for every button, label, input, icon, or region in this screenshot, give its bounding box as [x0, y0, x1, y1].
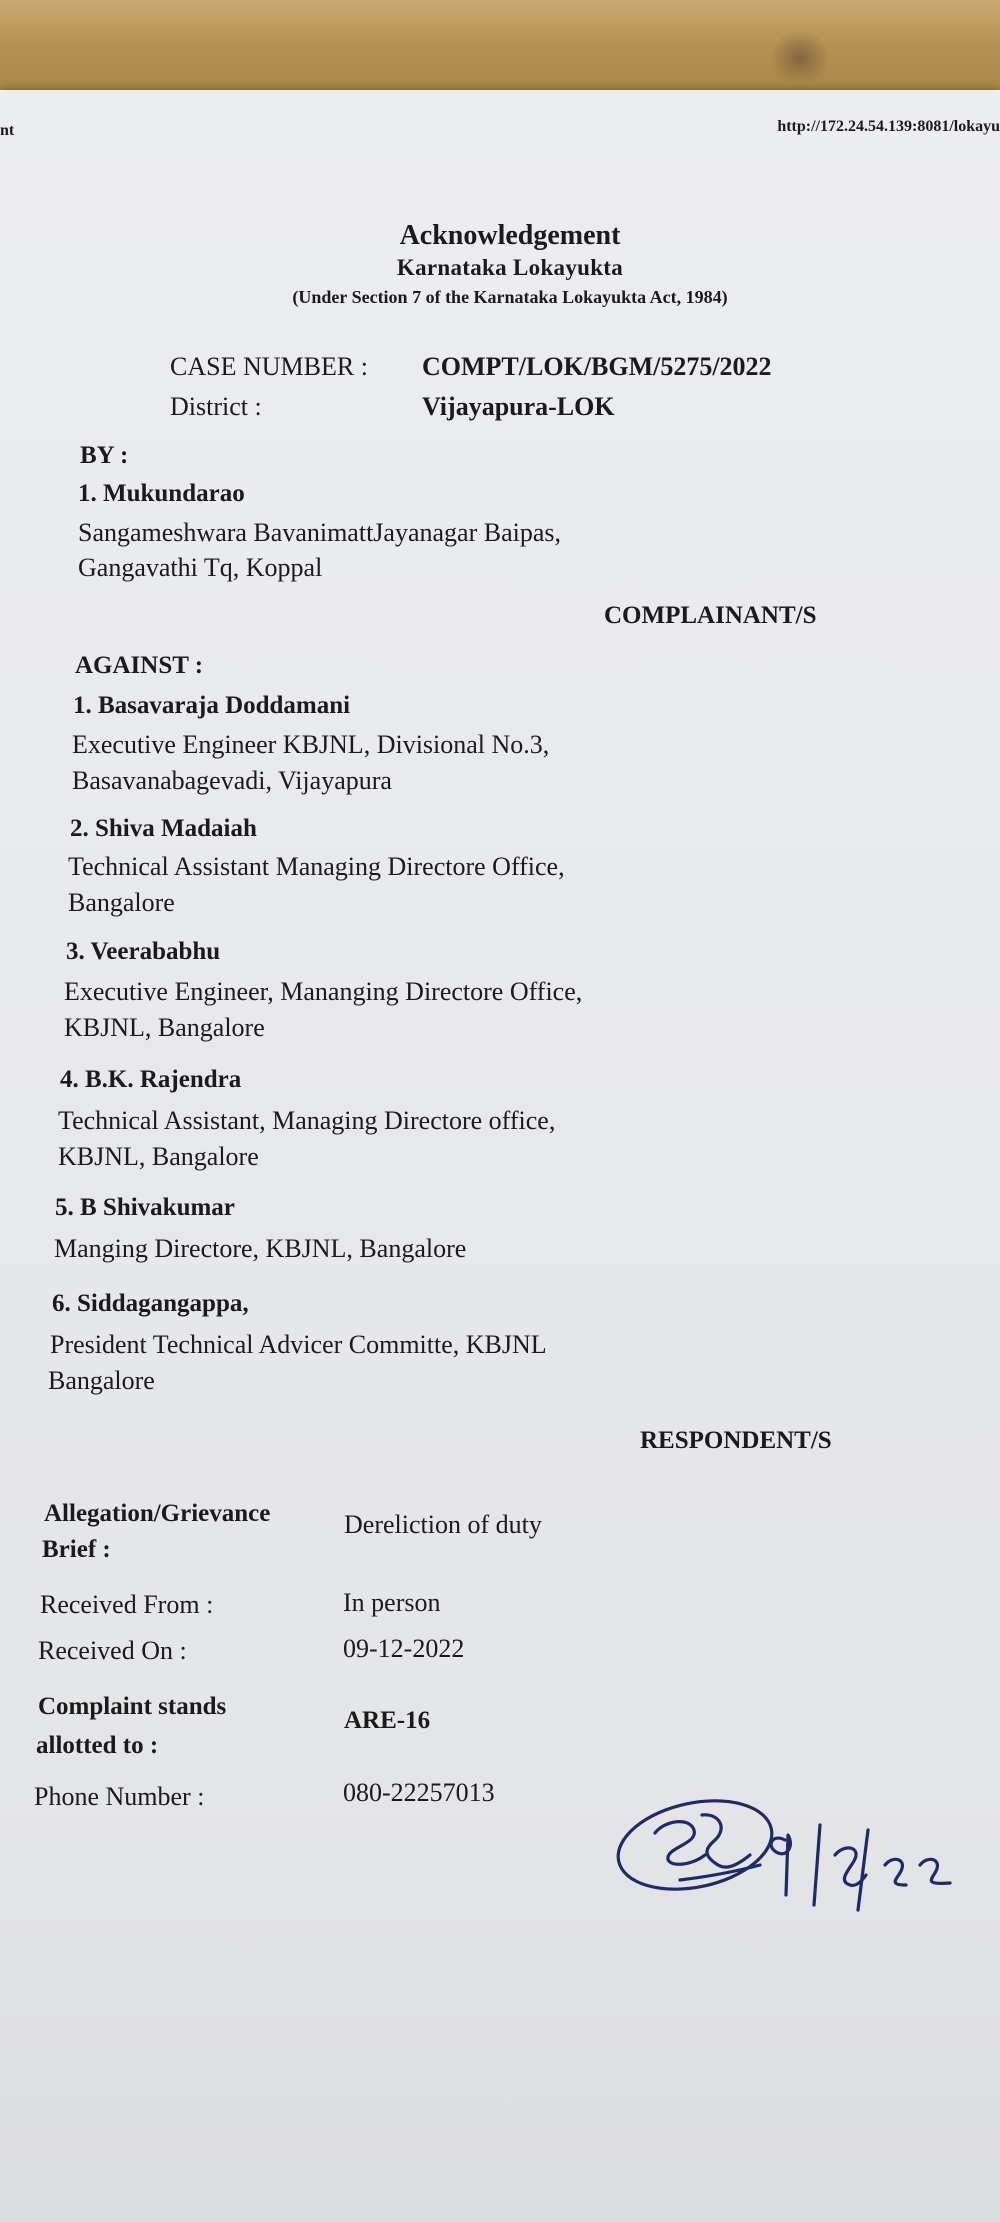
complainant-address-line1: Sangameshwara BavanimattJayanagar Baipas, — [78, 518, 561, 547]
document-title: Acknowledgement — [399, 220, 621, 251]
respondent-6-line2: Bangalore — [48, 1366, 155, 1395]
header-left-fragment: nt — [0, 122, 15, 139]
case-number-label: CASE NUMBER : — [170, 352, 368, 381]
allotted-label-line2: allotted to : — [36, 1732, 159, 1759]
respondent-3-line1: Executive Engineer, Mananging Directore Office, — [64, 977, 583, 1006]
respondent-3-line2: KBJNL, Bangalore — [64, 1013, 265, 1042]
respondent-2-line2: Bangalore — [68, 888, 175, 917]
allotted-value: ARE-16 — [344, 1707, 431, 1734]
signature-drawing — [610, 1785, 990, 1925]
received-from-value: In person — [343, 1588, 441, 1617]
desk-background — [0, 0, 1000, 95]
received-on-value: 09-12-2022 — [343, 1634, 465, 1663]
district-value: Vijayapura-LOK — [422, 392, 615, 421]
respondent-5-line1: Manging Directore, KBJNL, Bangalore — [54, 1234, 467, 1263]
respondent-2-name: 2. Shiva Madaiah — [70, 815, 257, 842]
respondent-6-name: 6. Siddagangappa, — [52, 1290, 249, 1317]
complainant-role: COMPLAINANT/S — [604, 602, 817, 629]
complainant-name: 1. Mukundarao — [78, 480, 245, 507]
respondent-4-line1: Technical Assistant, Managing Directore office, — [58, 1106, 556, 1135]
allotted-label-line1: Complaint stands — [38, 1693, 227, 1720]
respondent-role: RESPONDENT/S — [640, 1427, 832, 1454]
against-label: AGAINST : — [75, 652, 204, 679]
by-label: BY : — [80, 442, 129, 469]
phone-value: 080-22257013 — [343, 1778, 495, 1807]
allegation-label-line1: Allegation/Grievance — [44, 1500, 271, 1527]
phone-label: Phone Number : — [34, 1782, 205, 1811]
respondent-4-name: 4. B.K. Rajendra — [60, 1066, 242, 1093]
respondent-3-name: 3. Veerababhu — [66, 938, 221, 965]
received-from-label: Received From : — [40, 1590, 214, 1619]
case-number-value: COMPT/LOK/BGM/5275/2022 — [422, 352, 772, 381]
allegation-value: Dereliction of duty — [344, 1510, 542, 1539]
header-url: http://172.24.54.139:8081/lokayu — [777, 118, 1000, 135]
act-reference: (Under Section 7 of the Karnataka Lokayukta Act, 1984) — [292, 287, 728, 307]
respondent-1-name: 1. Basavaraja Doddamani — [73, 692, 351, 719]
respondent-1-line2: Basavanabagevadi, Vijayapura — [72, 766, 392, 795]
respondent-4-line2: KBJNL, Bangalore — [58, 1142, 259, 1171]
allegation-label-line2: Brief : — [42, 1536, 111, 1563]
handwritten-signature-date — [610, 1785, 990, 1930]
organization-name: Karnataka Lokayukta — [396, 255, 624, 280]
complainant-address-line2: Gangavathi Tq, Koppal — [78, 553, 323, 582]
district-label: District : — [170, 392, 262, 421]
respondent-2-line1: Technical Assistant Managing Directore Office, — [68, 852, 565, 881]
respondent-5-name: 5. B Shivakumar — [55, 1194, 235, 1221]
received-on-label: Received On : — [38, 1636, 187, 1665]
respondent-6-line1: President Technical Advicer Committe, KBJNL — [50, 1330, 547, 1359]
respondent-1-line1: Executive Engineer KBJNL, Divisional No.3, — [72, 730, 550, 759]
